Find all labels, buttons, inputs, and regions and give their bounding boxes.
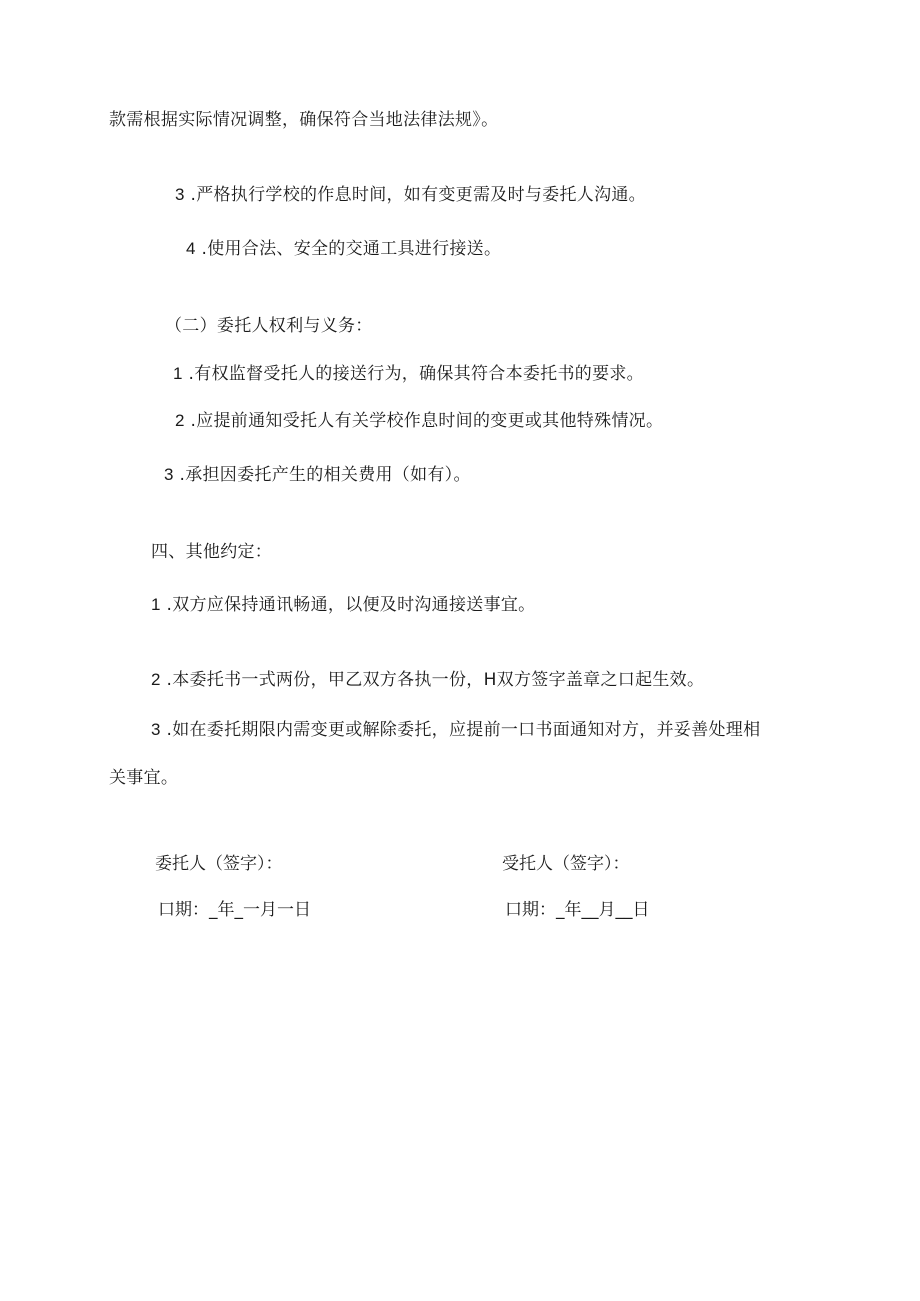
item-number: 3 (164, 465, 174, 484)
item-number: 3 (175, 185, 185, 204)
item-number: 2 (175, 411, 185, 430)
client-item-2 (175, 410, 663, 432)
client-signature-date: 口期：_年_一月一日 (158, 900, 311, 920)
client-signature-label: 委托人（签字）： (155, 854, 283, 874)
item-number: 3 (151, 720, 161, 739)
item-text: .如在委托期限内需变更或解除委托，应提前一口书面通知对方，并妥善处理相 (166, 720, 761, 740)
item-text: .有权监督受托人的接送行为，确保其符合本委托书的要求。 (188, 364, 644, 384)
item-number: 1 (173, 364, 183, 383)
other-item-1 (151, 594, 536, 616)
section-other-heading: 四、其他约定： (151, 542, 273, 562)
other-item-3 (151, 719, 760, 741)
trustee-duty-3 (175, 184, 646, 206)
other-item-2 (151, 669, 704, 691)
item-text: .应提前通知受托人有关学校作息时间的变更或其他特殊情况。 (190, 411, 664, 431)
trustee-signature-label: 受托人（签字）： (502, 854, 630, 874)
item-text: .使用合法、安全的交通工具进行接送。 (201, 239, 502, 259)
item-number: 4 (186, 239, 196, 258)
item-number: 2 (151, 670, 161, 689)
trustee-signature-date: 口期：_年__月__日 (505, 900, 650, 920)
item-text: .双方应保持通讯畅通，以便及时沟通接送事宜。 (166, 595, 536, 615)
client-item-1 (173, 363, 644, 385)
item-text: 关事宜。 (109, 768, 179, 788)
item-number: 1 (151, 595, 161, 614)
continuation-text: 款需根据实际情况调整，确保符合当地法律法规》。 (109, 110, 499, 130)
item-text: .承担因委托产生的相关费用（如有）。 (179, 465, 471, 485)
other-item-3-continuation (109, 767, 178, 789)
trustee-duty-4 (186, 238, 501, 260)
section-client-heading: （二）委托人权利与义务： (165, 316, 373, 336)
item-text: .本委托书一式两份，甲乙双方各执一份，H双方签字盖章之口起生效。 (166, 670, 705, 690)
client-item-3 (164, 464, 471, 486)
item-text: .严格执行学校的作息时间，如有变更需及时与委托人沟通。 (190, 185, 646, 205)
